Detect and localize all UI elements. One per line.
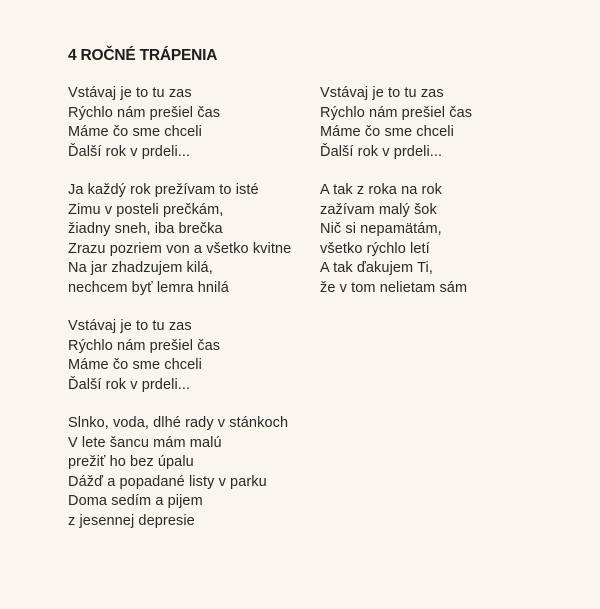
lyric-line: Nič si nepamätám, [320, 221, 442, 237]
stanza [320, 181, 472, 298]
stanza [68, 317, 291, 395]
lyric-line: nechcem byť lemra hnilá [68, 279, 229, 296]
lyric-line: žiadny sneh, iba brečka [68, 221, 223, 237]
lyric-line: prežiť ho bez úpalu [68, 454, 194, 470]
lyric-line: Ďalší rok v prdeli... [68, 143, 191, 160]
lyric-line: A tak z roka na rok [320, 182, 442, 198]
lyric-line: Slnko, voda, dlhé rady v stánkoch [68, 415, 289, 431]
stanza [68, 414, 291, 531]
song-title: 4 ROČNÉ TRÁPENIA [68, 47, 218, 64]
lyric-line: Rýchlo nám prešiel čas [320, 104, 473, 121]
lyric-line: Ja každý rok prežívam to isté [68, 182, 259, 198]
lyric-line: Ďalší rok v prdeli... [68, 376, 191, 393]
stanza [68, 84, 291, 162]
lyric-line: Vstávaj je to tu zas [68, 85, 192, 101]
lyrics-column-right [320, 84, 472, 317]
lyric-line: Doma sedím a pijem [68, 493, 203, 509]
lyric-line: Rýchlo nám prešiel čas [68, 337, 221, 354]
lyric-line: Dážď a popadané listy v parku [68, 473, 267, 490]
stanza [320, 84, 472, 162]
lyric-line: V lete šancu mám malú [68, 434, 222, 451]
lyric-line: z jesennej depresie [68, 512, 195, 529]
lyric-line: Ďalší rok v prdeli... [320, 143, 443, 160]
stanza [68, 181, 291, 298]
lyric-line: zažívam malý šok [320, 201, 437, 218]
lyric-line: všetko rýchlo letí [320, 240, 430, 257]
lyric-line: Na jar zhadzujem kilá, [68, 260, 213, 276]
lyric-line: Vstávaj je to tu zas [68, 318, 192, 334]
lyric-line: Zrazu pozriem von a všetko kvitne [68, 240, 292, 257]
lyric-line: Zimu v posteli prečkám, [68, 201, 224, 218]
lyric-line: Máme čo sme chceli [68, 124, 202, 140]
lyric-line: Máme čo sme chceli [68, 357, 202, 373]
lyric-line: Rýchlo nám prešiel čas [68, 104, 221, 121]
lyric-line: A tak ďakujem Ti, [320, 260, 433, 276]
lyric-line: Vstávaj je to tu zas [320, 85, 444, 101]
lyric-line: že v tom nelietam sám [320, 279, 468, 296]
lyric-line: Máme čo sme chceli [320, 124, 454, 140]
lyrics-column-left [68, 84, 291, 550]
